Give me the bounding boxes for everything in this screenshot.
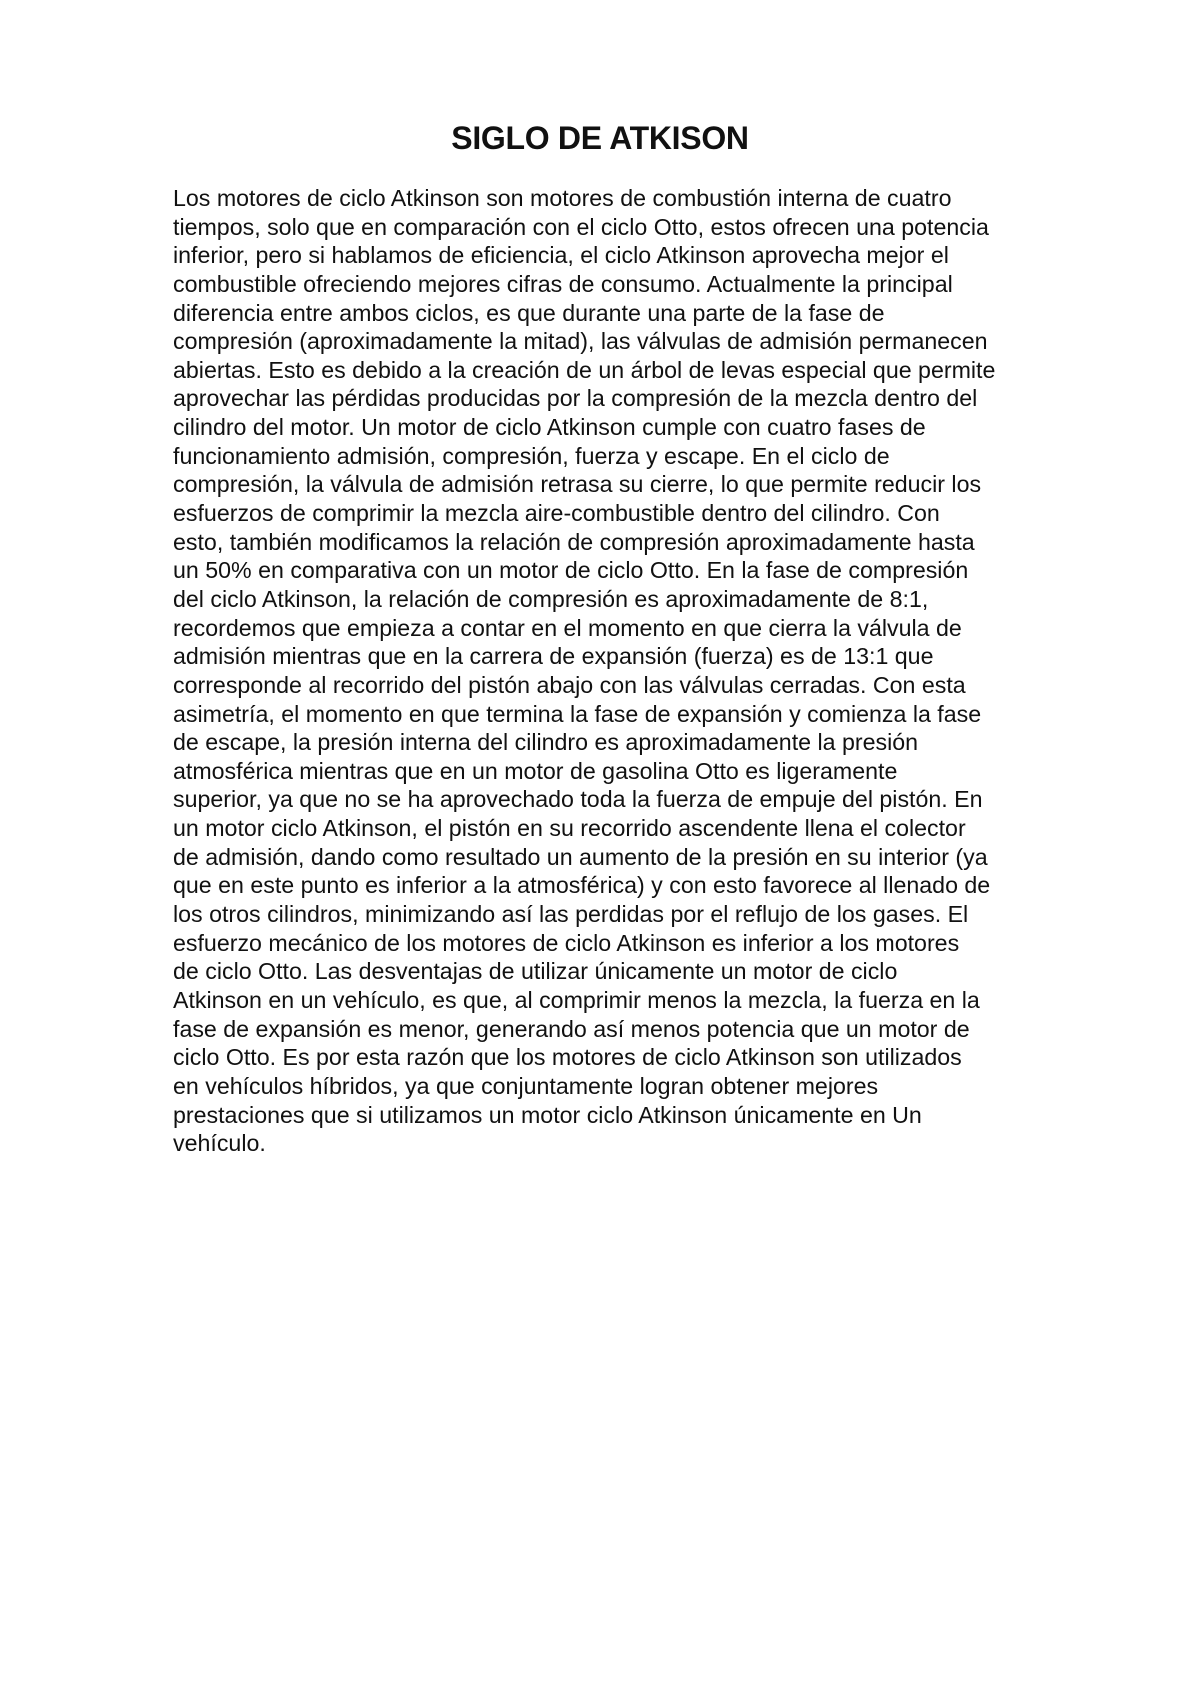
- body-text-line: asimetría, el momento en que termina la fase de expansión y comienza la fase: [173, 700, 982, 727]
- body-text-line: admisión mientras que en la carrera de expansión (fuerza) es de 13:1 que: [173, 643, 934, 670]
- body-text-line: ciclo Otto. Es por esta razón que los motores de ciclo Atkinson son utilizados: [173, 1044, 962, 1071]
- body-text-line: de ciclo Otto. Las desventajas de utilizar únicamente un motor de ciclo: [173, 958, 898, 985]
- body-text-line: abiertas. Esto es debido a la creación de un árbol de levas especial que permite: [173, 356, 996, 383]
- body-text-line: un 50% en comparativa con un motor de ciclo Otto. En la fase de compresión: [173, 557, 969, 584]
- body-text-line: vehículo.: [173, 1130, 266, 1157]
- body-text-line: funcionamiento admisión, compresión, fuerza y escape. En el ciclo de: [173, 442, 890, 469]
- body-text-line: que en este punto es inferior a la atmosférica) y con esto favorece al llenado de: [173, 872, 991, 899]
- body-text-line: Atkinson en un vehículo, es que, al comprimir menos la mezcla, la fuerza en la: [173, 986, 980, 1013]
- body-text-line: esto, también modificamos la relación de compresión aproximadamente hasta: [173, 528, 975, 555]
- body-text-line: atmosférica mientras que en un motor de gasolina Otto es ligeramente: [173, 757, 898, 784]
- body-text-line: diferencia entre ambos ciclos, es que durante una parte de la fase de: [173, 299, 885, 326]
- body-text-line: recordemos que empieza a contar en el momento en que cierra la válvula de: [173, 614, 962, 641]
- document-body: [173, 184, 1043, 1158]
- body-text-line: inferior, pero si hablamos de eficiencia, el ciclo Atkinson aprovecha mejor el: [173, 242, 949, 269]
- body-text-line: tiempos, solo que en comparación con el ciclo Otto, estos ofrecen una potencia: [173, 213, 989, 240]
- body-text-line: de admisión, dando como resultado un aumento de la presión en su interior (ya: [173, 843, 988, 870]
- body-text-line: combustible ofreciendo mejores cifras de consumo. Actualmente la principal: [173, 270, 953, 297]
- body-text-line: del ciclo Atkinson, la relación de compresión es aproximadamente de 8:1,: [173, 585, 929, 612]
- body-text-line: cilindro del motor. Un motor de ciclo Atkinson cumple con cuatro fases de: [173, 414, 926, 441]
- body-text-line: Los motores de ciclo Atkinson son motores de combustión interna de cuatro: [173, 185, 952, 211]
- body-text-line: en vehículos híbridos, ya que conjuntamente logran obtener mejores: [173, 1072, 879, 1099]
- body-text-line: compresión (aproximadamente la mitad), las válvulas de admisión permanecen: [173, 328, 988, 355]
- body-text-line: fase de expansión es menor, generando así menos potencia que un motor de: [173, 1015, 970, 1042]
- body-text-line: los otros cilindros, minimizando así las perdidas por el reflujo de los gases. El: [173, 901, 969, 928]
- body-text-line: esfuerzos de comprimir la mezcla aire-combustible dentro del cilindro. Con: [173, 500, 940, 527]
- body-text-line: esfuerzo mecánico de los motores de ciclo Atkinson es inferior a los motores: [173, 929, 960, 956]
- body-text-line: compresión, la válvula de admisión retrasa su cierre, lo que permite reducir los: [173, 471, 982, 498]
- body-text-line: corresponde al recorrido del pistón abajo con las válvulas cerradas. Con esta: [173, 671, 966, 698]
- body-text-line: aprovechar las pérdidas producidas por la compresión de la mezcla dentro del: [173, 385, 978, 412]
- document-title: SIGLO DE ATKISON: [451, 120, 749, 156]
- body-text-line: superior, ya que no se ha aprovechado toda la fuerza de empuje del pistón. En: [173, 786, 983, 813]
- body-text-line: prestaciones que si utilizamos un motor ciclo Atkinson únicamente en Un: [173, 1101, 922, 1128]
- body-text-line: un motor ciclo Atkinson, el pistón en su recorrido ascendente llena el colector: [173, 815, 966, 842]
- body-text-line: de escape, la presión interna del cilindro es aproximadamente la presión: [173, 729, 919, 756]
